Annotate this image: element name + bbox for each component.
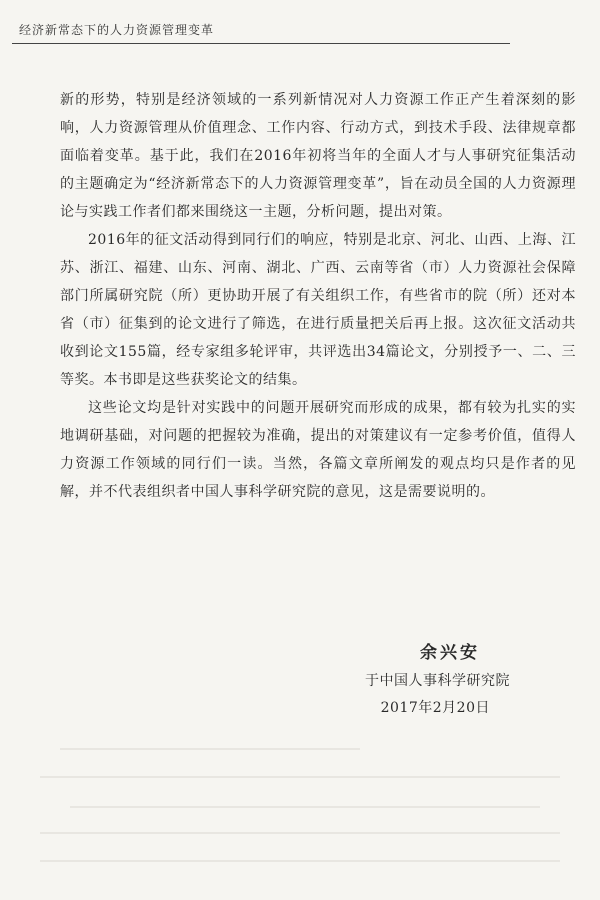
body-text: [60, 86, 576, 506]
signature-block: [365, 638, 510, 721]
author-name: 余兴安: [420, 643, 480, 663]
signature-date: 2017年2月20日: [380, 700, 490, 716]
paragraph-3: 这些论文均是针对实践中的问题开展研究而形成的成果，都有较为扎实的实地调研基础，对问题的把握较为准确，提出的对策建议有一定参考价值，值得人力资源工作领域的同行们一读。当然，各篇文章所阐发的观点均只是作者的见解，并不代表组织者中国人事科学研究院的意见，这是需要说明的。: [60, 400, 576, 500]
running-header: 经济新常态下的人力资源管理变革: [19, 23, 215, 37]
paragraph-1: 新的形势，特别是经济领域的一系列新情况对人力资源工作正产生着深刻的影响，人力资源管理从价值理念、工作内容、行动方式，到技术手段、法律规章都面临着变革。基于此，我们在2016年初将当年的全面人才与人事研究征集活动的主题确定为“经济新常态下的人力资源管理变革”，旨在动员全国的人力资源理论与实践工作者们都来围绕这一主题，分析问题，提出对策。: [60, 92, 576, 220]
author-organization: 于中国人事科学研究院: [365, 673, 510, 689]
header-rule: [12, 43, 510, 44]
paragraph-2: 2016年的征文活动得到同行们的响应，特别是北京、河北、山西、上海、江苏、浙江、福建、山东、河南、湖北、广西、云南等省（市）人力资源社会保障部门所属研究院（所）更协助开展了有关组织工作，有些省市的院（所）还对本省（市）征集到的论文进行了筛选，在进行质量把关后再上报。这次征文活动共收到论文155篇，经专家组多轮评审，共评选出34篇论文，分别授予一、二、三等奖。本书即是这些获奖论文的结集。: [60, 232, 576, 388]
